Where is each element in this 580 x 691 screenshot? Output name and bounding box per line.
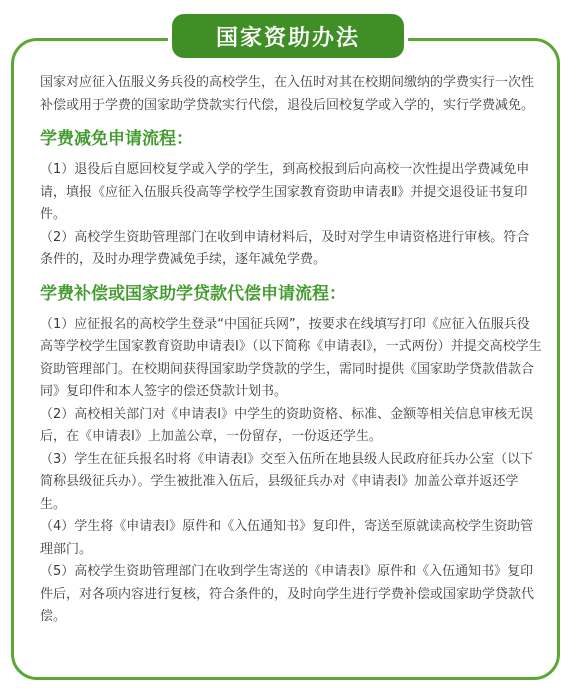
list-item: （5）高校学生资助管理部门在收到学生寄送的《申请表Ⅰ》原件和《入伍通知书》复印件后，对各项内容进行复核，符合条件的，及时向学生进行学费补偿或国家助学贷款代偿。: [40, 564, 535, 624]
section-heading-compensation: 学费补偿或国家助学贷款代偿申请流程：: [40, 283, 346, 304]
list-item: （2）高校相关部门对《申请表Ⅰ》中学生的资助资格、标准、金额等相关信息审核无误后，在《申请表Ⅰ》上加盖公章，一份留存，一份返还学生。: [40, 406, 534, 444]
list-item: （1）退役后自愿回校复学或入学的学生，到高校报到后向高校一次性提出学费减免申请，填报《应征入伍服兵役高等学校学生国家教育资助申请表Ⅱ》并提交退役证书复印件。: [40, 162, 530, 222]
title-banner: [172, 14, 404, 58]
list-item: （4）学生将《申请表Ⅰ》原件和《入伍通知书》复印件，寄送至原就读高校学生资助管理部门。: [40, 519, 534, 557]
section-heading-tuition-reduction: 学费减免申请流程：: [40, 129, 193, 149]
list-item: （2）高校学生资助管理部门在收到申请材料后，及时对学生申请资格进行审核。符合条件的，及时办理学费减免手续，逐年减免学费。: [40, 229, 530, 267]
list-item: （1）应征报名的高校学生登录“中国征兵网”，按要求在线填写打印《应征入伍服兵役高等学校学生国家教育资助申请表Ⅰ》（以下简称《申请表Ⅰ》，一式两份）并提交高校学生资助管理部门。在校期间获得国家助学贷款的学生，需同时提供《国家助学贷款借款合同》复印件和本人签字的偿还贷款计划书。: [40, 316, 542, 399]
document-body: [40, 72, 542, 629]
intro-paragraph: 国家对应征入伍服义务兵役的高校学生，在入伍时对其在校期间缴纳的学费实行一次性补偿或用于学费的国家助学贷款实行代偿，退役后回校复学或入学的，实行学费减免。: [40, 75, 535, 113]
page-title: 国家资助办法: [215, 25, 360, 51]
list-item: （3）学生在征兵报名时将《申请表Ⅰ》交至入伍所在地县级人民政府征兵办公室（以下简称县级征兵办）。学生被批准入伍后，县级征兵办对《申请表Ⅰ》加盖公章并返还学生。: [40, 451, 534, 512]
